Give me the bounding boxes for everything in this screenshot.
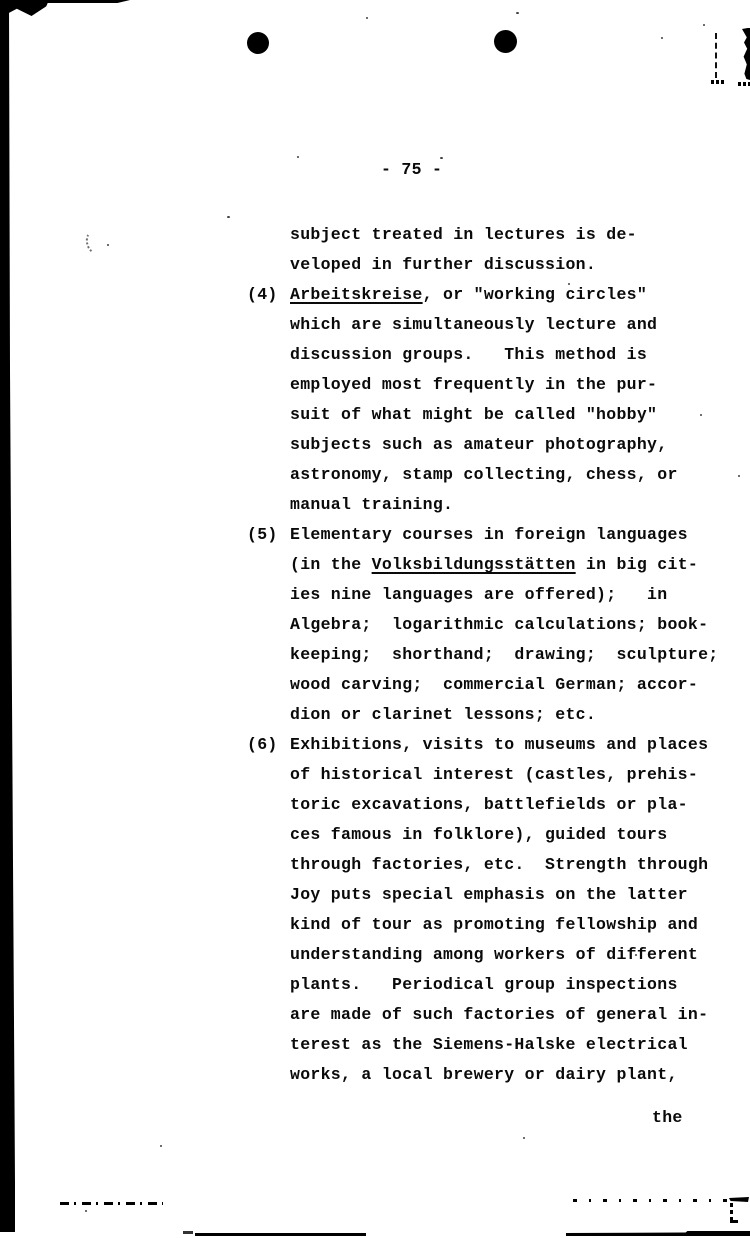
text-line <box>290 1030 720 1060</box>
scan-dotted-line-bottom-right <box>573 1199 733 1202</box>
text-line <box>247 280 720 310</box>
list-marker: (4) <box>247 285 278 304</box>
text-line <box>290 550 720 580</box>
scan-bottom-edge-line-left <box>195 1233 366 1236</box>
text-line <box>290 1060 720 1090</box>
text-segment: understanding among workers of different <box>290 945 699 964</box>
text-segment: discussion groups. This method is <box>290 345 648 364</box>
text-line <box>290 460 720 490</box>
text-line <box>290 970 720 1000</box>
text-segment: terest as the Siemens-Halske electrical <box>290 1035 688 1054</box>
text-segment: veloped in further discussion. <box>290 255 597 274</box>
text-segment: kind of tour as promoting fellowship and <box>290 915 699 934</box>
text-segment: toric excavations, battlefields or pla- <box>290 795 688 814</box>
text-segment: , or "working circles" <box>422 285 648 304</box>
scan-dashed-line-bottom-left <box>60 1202 163 1205</box>
text-line <box>290 580 720 610</box>
text-segment: astronomy, stamp collecting, chess, or <box>290 465 678 484</box>
scan-paren-mark-left-margin <box>84 228 107 255</box>
text-line <box>290 760 720 790</box>
text-line <box>290 700 720 730</box>
scan-strip-top-right-foot <box>738 82 750 86</box>
scan-edge-bar-left <box>0 0 16 1232</box>
text-segment: Elementary courses in foreign languages <box>290 525 688 544</box>
list-marker: (5) <box>247 525 278 544</box>
scan-bottom-edge-line-right <box>566 1231 750 1236</box>
text-line <box>247 520 720 550</box>
text-line <box>290 250 720 280</box>
text-segment: Exhibitions, visits to museums and places <box>290 735 709 754</box>
underlined-term: Volksbildungsstätten <box>371 555 576 574</box>
text-line <box>290 490 720 520</box>
text-line <box>290 400 720 430</box>
text-segment: keeping; shorthand; drawing; sculpture; <box>290 645 719 664</box>
text-segment: dion or clarinet lessons; etc. <box>290 705 597 724</box>
text-segment: Joy puts special emphasis on the latter <box>290 885 688 904</box>
list-marker: (6) <box>247 735 278 754</box>
scan-smudge-bottom-right-foot <box>730 1220 738 1223</box>
text-segment: employed most frequently in the pur- <box>290 375 658 394</box>
text-segment: through factories, etc. Strength through <box>290 855 709 874</box>
text-segment: works, a local brewery or dairy plant, <box>290 1065 678 1084</box>
underlined-term: Arbeitskreise <box>290 285 423 304</box>
text-segment: in big cit- <box>575 555 699 574</box>
punch-hole-left <box>247 32 269 54</box>
text-segment: wood carving; commercial German; accor- <box>290 675 699 694</box>
scan-smudge-bottom-right-side <box>730 1203 733 1221</box>
scan-mark-top-right-dashes <box>711 80 724 84</box>
text-segment: ces famous in folklore), guided tours <box>290 825 668 844</box>
text-segment: manual training. <box>290 495 454 514</box>
text-line <box>290 910 720 940</box>
page-number: - 75 - <box>381 160 443 179</box>
text-line <box>290 1000 720 1030</box>
text-line <box>290 430 720 460</box>
text-line <box>290 790 720 820</box>
text-line <box>290 640 720 670</box>
text-segment: (in the <box>290 555 372 574</box>
text-line <box>290 610 720 640</box>
text-line <box>290 370 720 400</box>
scan-strip-top-right-edge <box>742 28 750 80</box>
text-segment: of historical interest (castles, prehis- <box>290 765 699 784</box>
text-segment: ies nine languages are offered); in <box>290 585 668 604</box>
text-segment: subject treated in lectures is de- <box>290 225 637 244</box>
text-line <box>290 670 720 700</box>
text-segment: plants. Periodical group inspections <box>290 975 678 994</box>
text-line <box>290 820 720 850</box>
catchword: the <box>652 1108 683 1127</box>
text-line <box>247 730 720 760</box>
text-line <box>290 220 720 250</box>
text-line <box>290 880 720 910</box>
text-segment: Algebra; logarithmic calculations; book- <box>290 615 709 634</box>
text-segment: subjects such as amateur photography, <box>290 435 668 454</box>
punch-hole-right <box>494 30 517 53</box>
text-segment: suit of what might be called "hobby" <box>290 405 658 424</box>
text-segment: which are simultaneously lecture and <box>290 315 658 334</box>
scan-bottom-edge-dot-left <box>183 1231 193 1234</box>
scan-topline-left <box>4 0 130 3</box>
text-segment: are made of such factories of general in- <box>290 1005 709 1024</box>
text-line <box>290 310 720 340</box>
scan-mark-top-right-dashed-line <box>715 33 717 78</box>
text-line <box>290 940 720 970</box>
text-line <box>290 340 720 370</box>
typed-text-body <box>247 220 720 1090</box>
text-line <box>290 850 720 880</box>
